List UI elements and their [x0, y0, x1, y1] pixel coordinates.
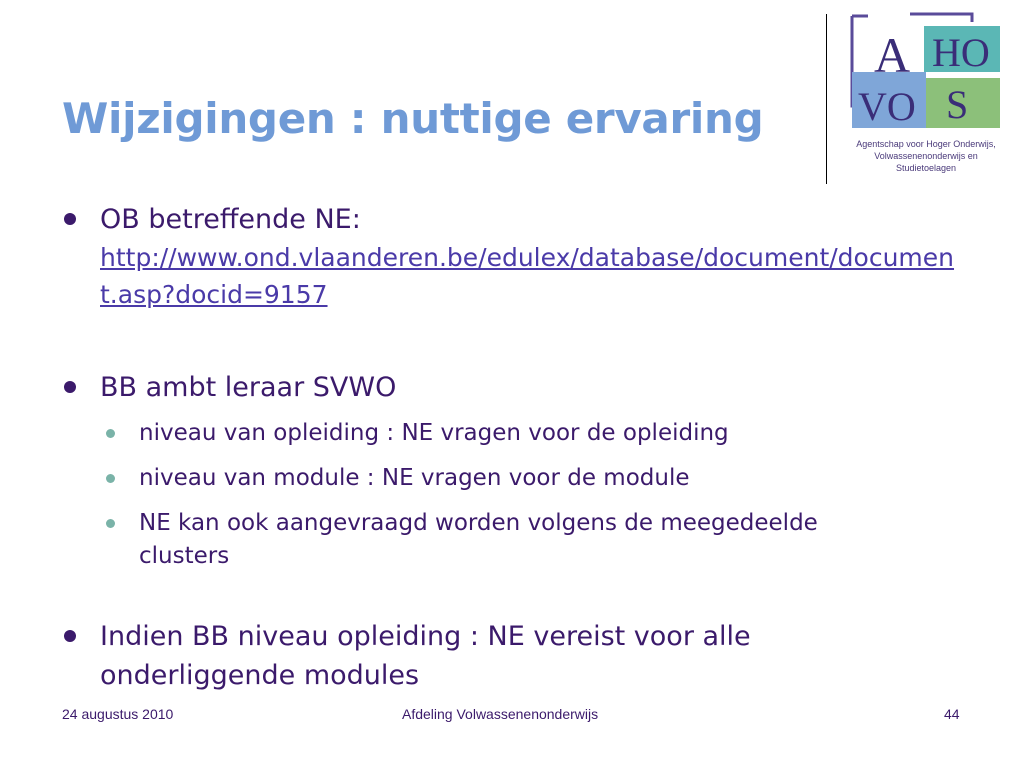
slide-title: Wijzigingen : nuttige ervaring: [62, 94, 764, 143]
logo-letter-a: A: [874, 27, 911, 83]
sub-bullet-dot-icon: [106, 429, 115, 438]
bullet-item: [62, 368, 982, 407]
bullet-text: Indien BB niveau opleiding : NE vereist voor alle onderliggende modules: [100, 621, 751, 691]
sub-bullet-item: [62, 462, 919, 495]
title-divider-line: [826, 14, 827, 184]
logo-letter-s: S: [946, 82, 969, 127]
bullet-text: OB betreffende NE:: [100, 204, 361, 235]
logo-caption-line1: Agentschap voor Hoger Onderwijs,: [856, 139, 996, 149]
sub-bullet-text: niveau van module : NE vragen voor de module: [139, 465, 690, 491]
footer-date: 24 augustus 2010: [62, 706, 174, 722]
slide-content: [62, 200, 982, 695]
bullet-dot-icon: [64, 381, 76, 393]
bullet-item: [62, 200, 982, 313]
footer-department: Afdeling Volwassenenonderwijs: [402, 706, 599, 722]
sub-bullet-text: niveau van opleiding : NE vragen voor de opleiding: [139, 420, 729, 446]
logo-caption: [848, 138, 1004, 174]
sub-bullet-item: [62, 507, 899, 573]
bullet-item: [62, 617, 860, 695]
logo-letters-vo: VO: [858, 84, 916, 129]
logo-letters-ho: HO: [932, 30, 990, 75]
edulex-document-link[interactable]: http://www.ond.vlaanderen.be/edulex/database/document/document.asp?docid=9157: [100, 243, 955, 309]
sub-bullet-dot-icon: [106, 474, 115, 483]
sub-bullet-item: [62, 417, 919, 450]
bullet-text: BB ambt leraar SVWO: [100, 372, 397, 403]
bullet-dot-icon: [64, 630, 76, 642]
sub-bullet-text: NE kan ook aangevraagd worden volgens de meegedeelde clusters: [139, 510, 818, 569]
footer-page-number: 44: [944, 706, 960, 722]
logo-caption-line2: Volwassenenonderwijs en Studietoelagen: [874, 151, 978, 173]
sub-bullet-dot-icon: [106, 519, 115, 528]
bullet-dot-icon: [64, 213, 76, 225]
